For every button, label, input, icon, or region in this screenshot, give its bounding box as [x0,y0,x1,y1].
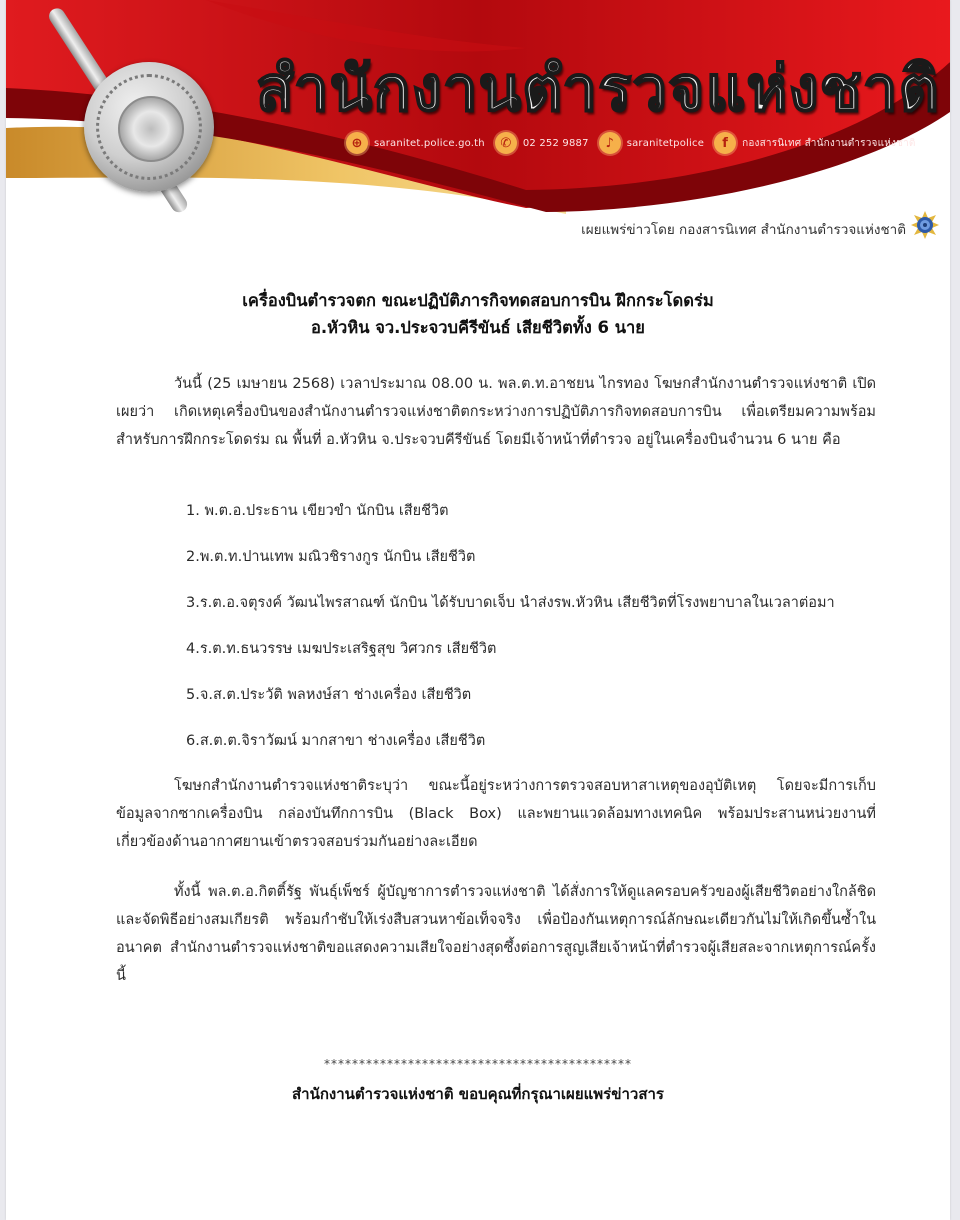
globe-icon: ⊕ [346,132,368,154]
contact-phone[interactable] [495,132,589,154]
contact-text: 02 252 9887 [522,137,589,149]
list-item: 1. พ.ต.อ.ประธาน เขียวขำ นักบิน เสียชีวิต [186,503,449,519]
contact-text: saranitet.police.go.th [374,137,485,149]
header-banner [6,0,950,238]
contact-text: saranitetpolice [626,137,705,149]
press-release-page [6,0,950,1220]
contact-tiktok[interactable] [599,132,704,154]
list-item: 3.ร.ต.อ.จตุรงค์ วัฒนไพรสาณฑ์ นักบิน ได้รับบาดเจ็บ นำส่งรพ.หัวหิน เสียชีวิตที่โรงพยาบาลในเวลาต่อมา [186,595,835,611]
intro-paragraph [116,370,876,454]
police-seal-emblem [84,62,214,192]
document-title [6,287,950,341]
list-item: 5.จ.ส.ต.ประวัติ พลหงษ์สา ช่างเครื่อง เสียชีวิต [186,687,472,703]
contact-text: กองสารนิเทศ สำนักงานตำรวจแห่งชาติ [742,137,916,149]
list-item: 6.ส.ต.ต.จิราวัฒน์ มากสาขา ช่างเครื่อง เสียชีวิต [186,733,486,749]
title-line-1: เครื่องบินตำรวจตก ขณะปฏิบัติภารกิจทดสอบการบิน ฝึกกระโดดร่ม [242,291,714,310]
investigation-text: โฆษกสำนักงานตำรวจแห่งชาติระบุว่า ขณะนี้อยู่ระหว่างการตรวจสอบหาสาเหตุของอุบัติเหตุ โดยจะมีการเก็บข้อมูลจากซากเครื่องบิน กล่องบันทึกการบิน (Black Box) และพยานแวดล้อมทางเทคนิค พร้อมประสานหน่วยงานที่เกี่ยวข้องด้านอากาศยานเข้าตรวจสอบร่วมกันอย่างละเอียด [116,778,876,850]
closing-line: สำนักงานตำรวจแห่งชาติ ขอบคุณที่กรุณาเผยแพร่ข่าวสาร [292,1085,664,1103]
tiktok-icon: ♪ [599,132,621,154]
title-line-2: อ.หัวหิน จว.ประจวบคีรีขันธ์ เสียชีวิตทั้ง 6 นาย [311,318,645,337]
asterisk-divider: ******************************************** [324,1057,632,1071]
publisher-credit: เผยแพร่ข่าวโดย กองสารนิเทศ สำนักงานตำรวจแห่งชาติ [581,222,906,238]
contact-website[interactable] [346,132,485,154]
intro-text: วันนี้ (25 เมษายน 2568) เวลาประมาณ 08.00 น. พล.ต.ท.อาชยน ไกรทอง โฆษกสำนักงานตำรวจแห่งชาติ เปิดเผยว่า เกิดเหตุเครื่องบินของสำนักงานตำรวจแห่งชาติตกระหว่างการปฏิบัติภารกิจทดสอบการบิน เพื่อเตรียมความพร้อมสำหรับการฝึกกระโดดร่ม ณ พื้นที่ อ.หัวหิน จ.ประจวบคีรีขันธ์ โดยมีเจ้าหน้าที่ตำรวจ อยู่ในเครื่องบินจำนวน 6 นาย คือ [116,376,876,448]
police-star-icon [910,210,940,240]
phone-icon: ✆ [495,132,517,154]
victim-list [186,496,906,772]
investigation-paragraph [116,772,876,856]
facebook-icon: f [714,132,736,154]
contact-facebook[interactable] [714,132,916,154]
banner-title: สำนักงานตำรวจแห่งชาติ [256,52,940,125]
commissioner-text: ทั้งนี้ พล.ต.อ.กิตติ์รัฐ พันธุ์เพ็ชร์ ผู้บัญชาการตำรวจแห่งชาติ ได้สั่งการให้ดูแลครอบครัวของผู้เสียชีวิตอย่างใกล้ชิด และจัดพิธีอย่างสมเกียรติ พร้อมกำชับให้เร่งสืบสวนหาข้อเท็จจริง เพื่อป้องกันเหตุการณ์ลักษณะเดียวกันไม่ให้เกิดขึ้นซ้ำในอนาคต สำนักงานตำรวจแห่งชาติขอแสดงความเสียใจอย่างสุดซึ้งต่อการสูญเสียเจ้าหน้าที่ตำรวจผู้เสียสละจากเหตุการณ์ครั้งนี้ [116,884,876,984]
commissioner-paragraph [116,878,876,990]
contact-row [346,131,916,155]
list-item: 4.ร.ต.ท.ธนวรรษ เมฆประเสริฐสุข วิศวกร เสียชีวิต [186,641,497,657]
list-item: 2.พ.ต.ท.ปานเทพ มณิวชิรางกูร นักบิน เสียชีวิต [186,549,476,565]
